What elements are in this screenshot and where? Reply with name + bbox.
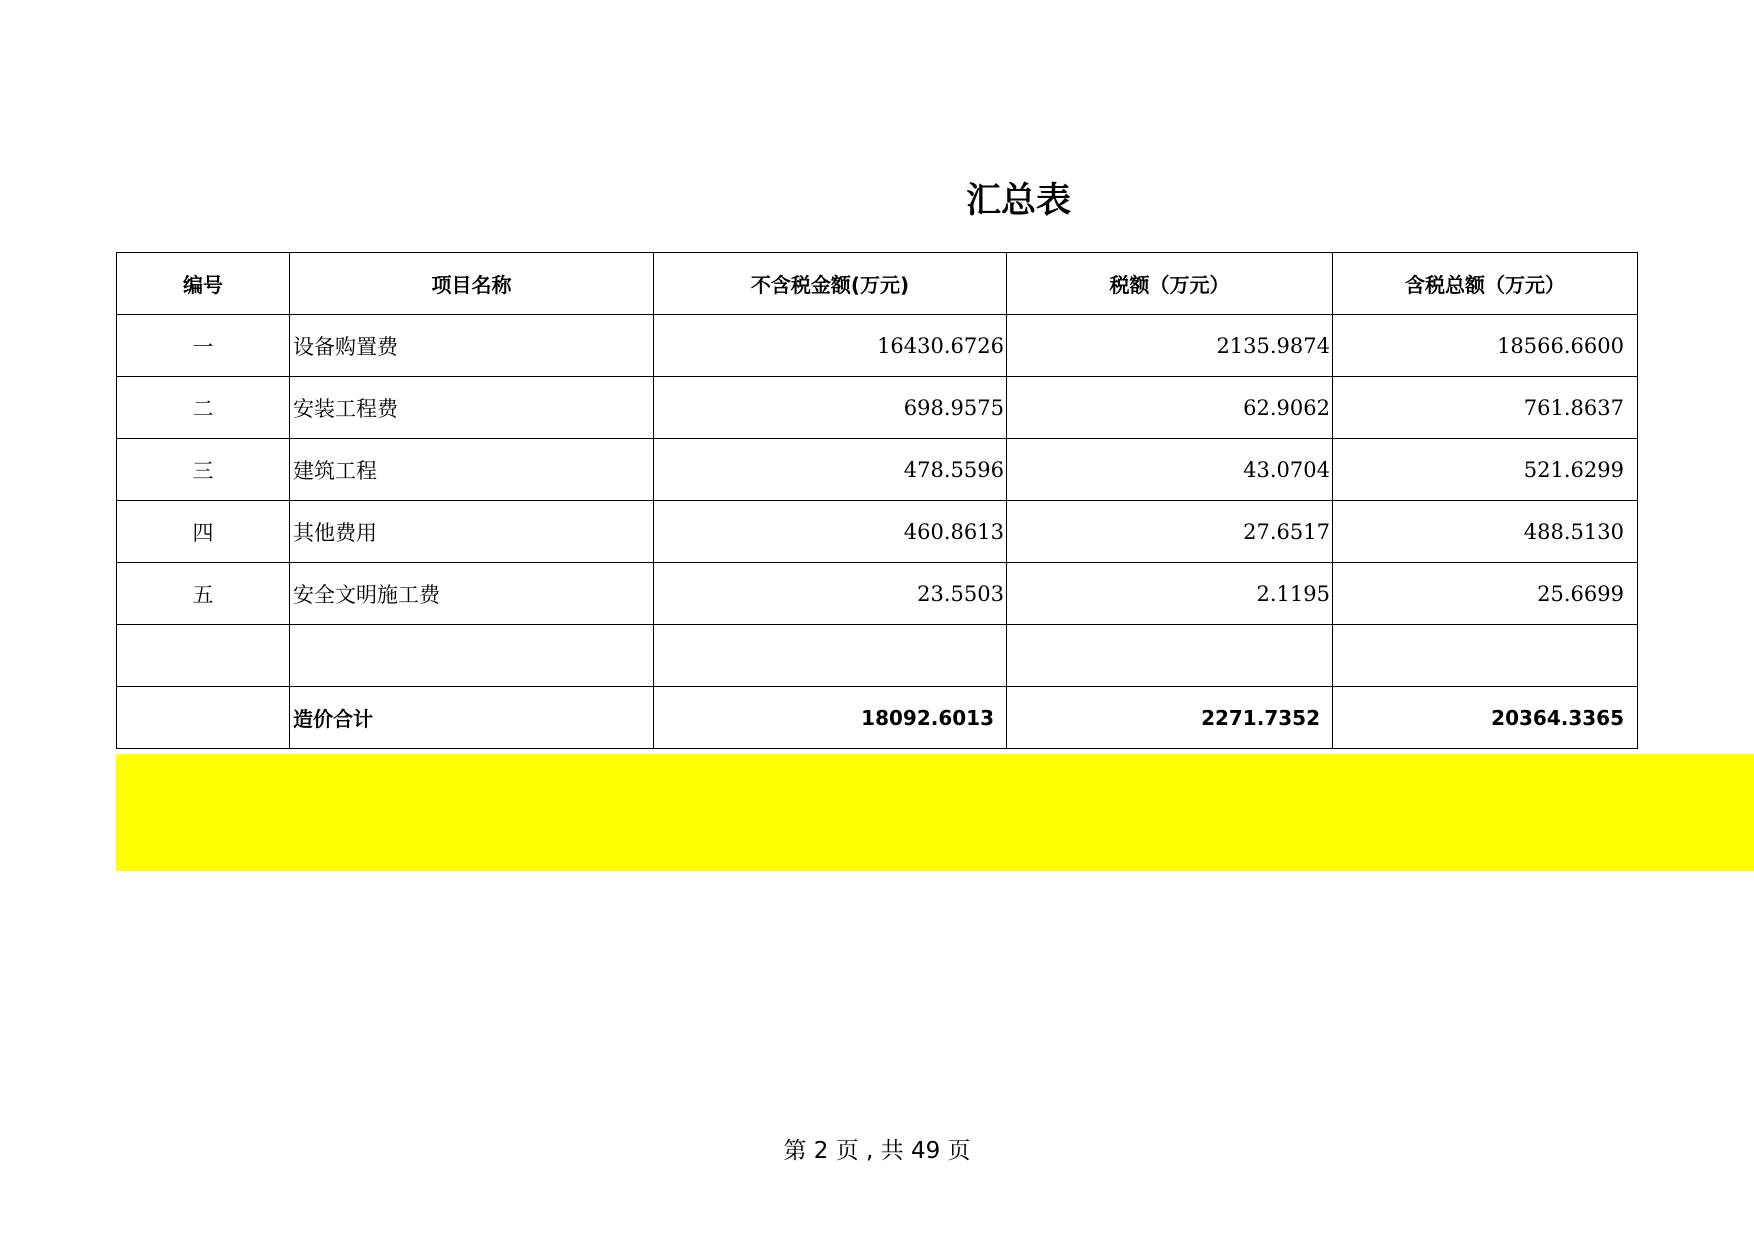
row-amount-ex-tax: 460.8613 <box>654 501 1007 563</box>
row-amount-inc-tax: 488.5130 <box>1333 501 1638 563</box>
footer-current-page: 2 <box>813 1138 829 1164</box>
row-tax: 62.9062 <box>1007 377 1333 439</box>
header-tax: 税额（万元） <box>1007 253 1333 315</box>
row-no <box>117 625 290 687</box>
row-amount-inc-tax <box>1333 625 1638 687</box>
row-amount-ex-tax: 478.5596 <box>654 439 1007 501</box>
row-no: 五 <box>117 563 290 625</box>
row-name <box>290 625 654 687</box>
row-no: 一 <box>117 315 290 377</box>
header-amount-ex-tax: 不含税金额(万元) <box>654 253 1007 315</box>
row-no: 三 <box>117 439 290 501</box>
footer-total-pages: 49 <box>910 1138 941 1164</box>
row-name: 建筑工程 <box>290 439 654 501</box>
row-name: 设备购置费 <box>290 315 654 377</box>
row-amount-inc-tax: 25.6699 <box>1333 563 1638 625</box>
table-row <box>117 377 1638 439</box>
row-no: 四 <box>117 501 290 563</box>
row-name: 安装工程费 <box>290 377 654 439</box>
header-name: 项目名称 <box>290 253 654 315</box>
total-no <box>117 687 290 749</box>
page-title: 汇总表 <box>966 181 1072 221</box>
row-tax <box>1007 625 1333 687</box>
table-row-empty <box>117 625 1638 687</box>
row-amount-ex-tax: 698.9575 <box>654 377 1007 439</box>
total-amount-ex-tax: 18092.6013 <box>654 687 1007 749</box>
row-name: 安全文明施工费 <box>290 563 654 625</box>
row-amount-inc-tax: 18566.6600 <box>1333 315 1638 377</box>
row-tax: 2.1195 <box>1007 563 1333 625</box>
row-amount-ex-tax: 16430.6726 <box>654 315 1007 377</box>
page-footer <box>0 1134 1754 1168</box>
total-row <box>117 687 1638 749</box>
footer-middle: 页 , 共 <box>828 1138 911 1164</box>
row-name: 其他费用 <box>290 501 654 563</box>
row-amount-inc-tax: 761.8637 <box>1333 377 1638 439</box>
table-row <box>117 439 1638 501</box>
header-amount-inc-tax: 含税总额（万元） <box>1333 253 1638 315</box>
row-tax: 43.0704 <box>1007 439 1333 501</box>
row-amount-ex-tax <box>654 625 1007 687</box>
footer-suffix: 页 <box>940 1138 971 1164</box>
highlight-band <box>116 754 1754 871</box>
row-amount-inc-tax: 521.6299 <box>1333 439 1638 501</box>
total-tax: 2271.7352 <box>1007 687 1333 749</box>
header-no: 编号 <box>117 253 290 315</box>
total-amount-inc-tax: 20364.3365 <box>1333 687 1638 749</box>
row-no: 二 <box>117 377 290 439</box>
row-amount-ex-tax: 23.5503 <box>654 563 1007 625</box>
table-header-row <box>117 253 1638 315</box>
row-tax: 27.6517 <box>1007 501 1333 563</box>
summary-table <box>116 252 1638 749</box>
row-tax: 2135.9874 <box>1007 315 1333 377</box>
table-row <box>117 315 1638 377</box>
table-row <box>117 501 1638 563</box>
table-row <box>117 563 1638 625</box>
footer-prefix: 第 <box>783 1138 814 1164</box>
total-label: 造价合计 <box>290 687 654 749</box>
